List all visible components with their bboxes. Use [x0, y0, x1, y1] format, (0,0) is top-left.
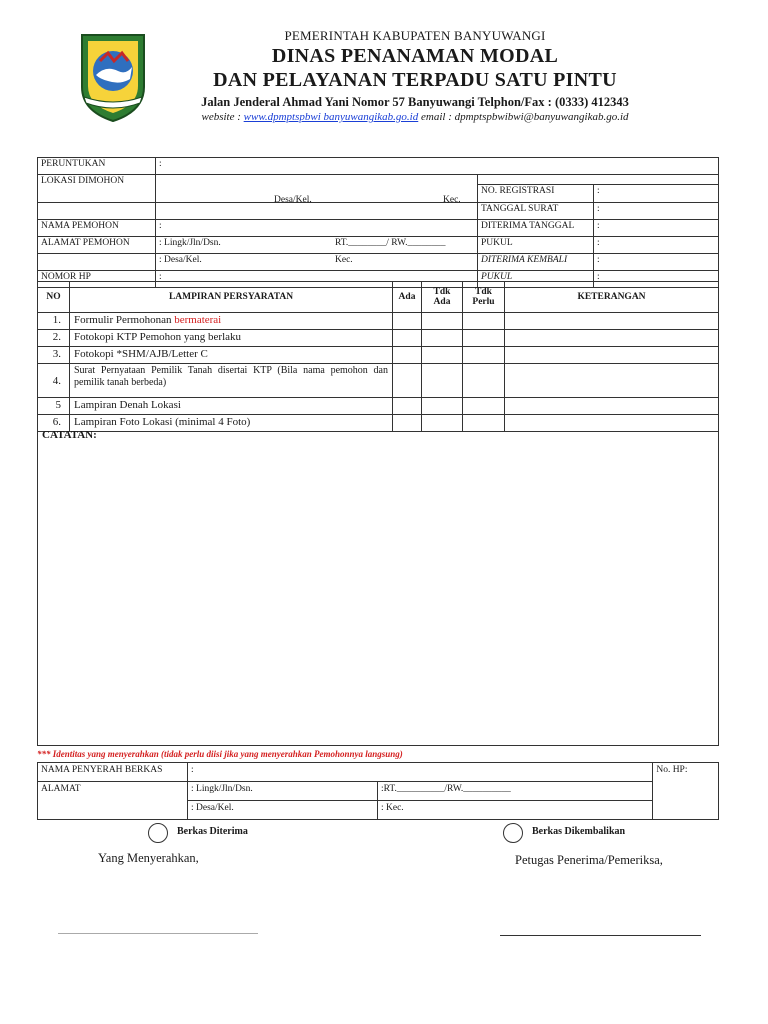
nomor-hp-label: NOMOR HP	[38, 271, 156, 288]
check-tdk-perlu[interactable]	[463, 313, 505, 330]
nomor-hp-field[interactable]: :	[156, 271, 478, 288]
no-registrasi-field[interactable]: :	[594, 185, 719, 203]
penyerah-kec-field[interactable]: : Kec.	[378, 801, 653, 820]
nama-penyerah-label: NAMA PENYERAH BERKAS	[38, 763, 188, 782]
table-row: 3. Fotokopi *SHM/AJB/Letter C	[38, 347, 719, 364]
check-tdk-ada[interactable]	[422, 398, 463, 415]
requirements-header	[38, 282, 719, 313]
berkas-dikembalikan-radio[interactable]	[503, 823, 523, 843]
no-hp-field[interactable]: No. HP:	[653, 763, 719, 820]
applicant-info-table	[37, 157, 719, 288]
letterhead	[150, 28, 680, 123]
nama-pemohon-field[interactable]: :	[156, 220, 478, 237]
nama-penyerah-field[interactable]: :	[188, 763, 653, 782]
col-no: NO	[38, 282, 70, 313]
berkas-diterima-radio[interactable]	[148, 823, 168, 843]
website-label: website :	[201, 111, 244, 123]
diterima-tanggal-field[interactable]: :	[594, 220, 719, 237]
pukul-kembali-label: PUKUL	[478, 271, 594, 288]
check-ada[interactable]	[393, 313, 422, 330]
alamat-pemohon-label: ALAMAT PEMOHON	[38, 237, 156, 254]
check-tdk-ada[interactable]	[422, 364, 463, 398]
check-tdk-perlu[interactable]	[463, 398, 505, 415]
check-tdk-perlu[interactable]	[463, 364, 505, 398]
check-ada[interactable]	[393, 364, 422, 398]
alamat-lingk-field[interactable]: : Lingk/Jln/Dsn. RT.________/ RW.________	[156, 237, 478, 254]
check-ada[interactable]	[393, 330, 422, 347]
kec-label: Kec.	[443, 195, 461, 205]
requirement-text: Formulir Permohonan bermaterai	[70, 313, 393, 330]
check-tdk-perlu[interactable]	[463, 347, 505, 364]
penyerah-lingk-field[interactable]: : Lingk/Jln/Dsn.	[188, 782, 378, 801]
keterangan-cell[interactable]	[505, 347, 719, 364]
signature-line-submitter	[58, 933, 258, 934]
website-link[interactable]: www.dpmptspbwi banyuwangikab.go.id	[243, 111, 419, 123]
requirement-text: Fotokopi *SHM/AJB/Letter C	[70, 347, 393, 364]
lokasi-label: LOKASI DIMOHON	[38, 175, 156, 203]
email-text: email : dpmptspbwibwi@banyuwangikab.go.id	[418, 111, 629, 123]
catatan-label: CATATAN:	[42, 429, 97, 441]
tanggal-surat-label: TANGGAL SURAT	[478, 203, 594, 220]
table-row: 4. Surat Pernyataan Pemilik Tanah disertai KTP (Bila nama pemohon dan pemilik tanah berbeda)	[38, 364, 719, 398]
government-name: PEMERINTAH KABUPATEN BANYUWANGI	[284, 28, 546, 43]
penyerah-rt-rw-field[interactable]: :RT.__________/RW.__________	[378, 782, 653, 801]
keterangan-cell[interactable]	[505, 313, 719, 330]
identity-note: *** Identitas yang menyerahkan (tidak perlu diisi jika yang menyerahkan Pemohonnya langsung)	[37, 749, 403, 759]
yang-menyerahkan-label: Yang Menyerahkan,	[98, 851, 199, 865]
lokasi-field[interactable]	[156, 175, 478, 203]
nama-pemohon-label: NAMA PEMOHON	[38, 220, 156, 237]
department-name-line2: DAN PELAYANAN TERPADU SATU PINTU	[213, 69, 617, 91]
check-tdk-ada[interactable]	[422, 330, 463, 347]
alamat-penyerah-label: ALAMAT	[38, 782, 188, 820]
bermaterai-highlight: bermaterai	[174, 314, 222, 326]
col-keterangan: KETERANGAN	[505, 282, 719, 313]
catatan-box[interactable]	[37, 424, 719, 746]
requirement-text: Lampiran Foto Lokasi (minimal 4 Foto)	[70, 415, 393, 432]
diterima-kembali-field[interactable]: :	[594, 254, 719, 271]
no-registrasi-label: NO. REGISTRASI	[478, 185, 594, 203]
requirement-text: Surat Pernyataan Pemilik Tanah disertai KTP (Bila nama pemohon dan pemilik tanah berbeda)	[70, 364, 393, 398]
penyerah-desa-field[interactable]: : Desa/Kel.	[188, 801, 378, 820]
berkas-dikembalikan-label: Berkas Dikembalikan	[532, 826, 626, 837]
berkas-diterima-label: Berkas Diterima	[177, 826, 248, 837]
signature-line-officer	[500, 935, 701, 936]
table-row: 2. Fotokopi KTP Pemohon yang berlaku	[38, 330, 719, 347]
keterangan-cell[interactable]	[505, 330, 719, 347]
pukul-field[interactable]: :	[594, 237, 719, 254]
check-tdk-ada[interactable]	[422, 313, 463, 330]
col-ada: Ada	[393, 282, 422, 313]
requirement-text: Lampiran Denah Lokasi	[70, 398, 393, 415]
col-tdk-ada: Tdk Ada	[422, 282, 463, 313]
check-tdk-ada[interactable]	[422, 347, 463, 364]
check-ada[interactable]	[393, 347, 422, 364]
tanggal-surat-field[interactable]: :	[594, 203, 719, 220]
requirements-table	[37, 281, 719, 432]
requirement-text: Fotokopi KTP Pemohon yang berlaku	[70, 330, 393, 347]
peruntukan-label: PERUNTUKAN	[38, 158, 156, 175]
col-tdk-perlu: Tdk Perlu	[463, 282, 505, 313]
keterangan-cell[interactable]	[505, 364, 719, 398]
pukul-kembali-field[interactable]: :	[594, 271, 719, 288]
pukul-label: PUKUL	[478, 237, 594, 254]
check-ada[interactable]	[393, 398, 422, 415]
contact-line	[150, 111, 680, 123]
department-name-line1: DINAS PENANAMAN MODAL	[271, 45, 559, 67]
banyuwangi-logo-icon	[78, 31, 148, 123]
table-row: 6. Lampiran Foto Lokasi (minimal 4 Foto)	[38, 415, 719, 432]
office-address: Jalan Jenderal Ahmad Yani Nomor 57 Banyuwangi Telphon/Fax : (0333) 412343	[201, 95, 629, 109]
keterangan-cell[interactable]	[505, 398, 719, 415]
desa-kel-label: Desa/Kel.	[274, 195, 312, 205]
table-row: 1. Formulir Permohonan bermaterai	[38, 313, 719, 330]
check-tdk-perlu[interactable]	[463, 330, 505, 347]
submitter-table	[37, 762, 719, 820]
petugas-label: Petugas Penerima/Pemeriksa,	[515, 853, 663, 867]
diterima-kembali-label: DITERIMA KEMBALI	[478, 254, 594, 271]
alamat-desa-field[interactable]: : Desa/Kel. Kec.	[156, 254, 478, 271]
diterima-tanggal-label: DITERIMA TANGGAL	[478, 220, 594, 237]
col-lampiran: LAMPIRAN PERSYARATAN	[70, 282, 393, 313]
table-row: 5 Lampiran Denah Lokasi	[38, 398, 719, 415]
peruntukan-field[interactable]: :	[156, 158, 719, 175]
